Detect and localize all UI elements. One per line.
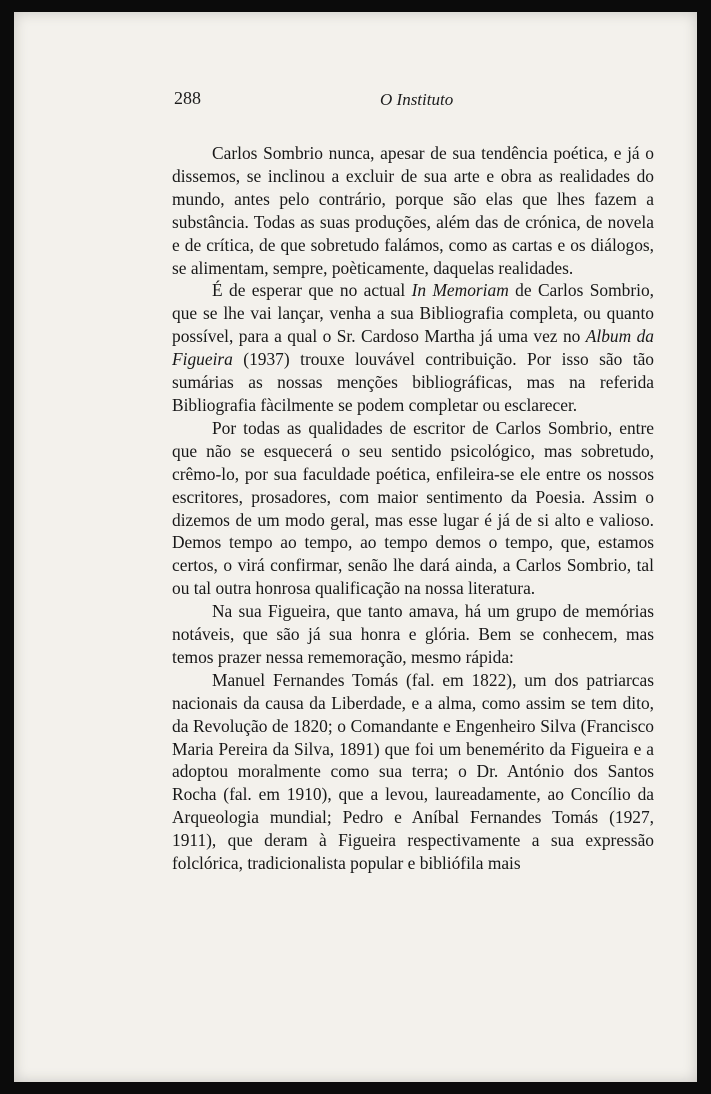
paragraph: Na sua Figueira, que tanto amava, há um grupo de memórias notáveis, que são já sua honra e glória. Bem se conhecem, mas temos prazer nessa rememoração, mesmo rápida: <box>172 601 654 667</box>
page-number: 288 <box>174 88 201 108</box>
paragraph: Por todas as qualidades de escritor de Carlos Sombrio, entre que não se esquecerá o seu sentido psicológico, mas sobretudo, crêmo-lo, por sua faculdade poética, enfileira-se ele entre os nossos escritores, prosadores, com maior sentimento da Poesia. Assim o dizemos de um modo geral, mas esse lugar é já de si alto e valioso. Demos tempo ao tempo, ao tempo demos o tempo, que, estamos certos, o virá confirmar, senão lhe dará ainda, a Carlos Sombrio, tal ou tal outra honrosa qualificação na nossa literatura. <box>172 417 654 599</box>
paragraph: Carlos Sombrio nunca, apesar de sua tendência poética, e já o dissemos, se inclinou a excluir de sua arte e obra as realidades do mundo, antes pelo contrário, porque são elas que lhes fazem a substância. Todas as suas produções, além das de crónica, de novela e de crítica, de que sobretudo falámos, como as cartas e os diálogos, se alimentam, sempre, poèticamente, daquelas realidades. <box>172 143 654 278</box>
paragraph: É de esperar que no actual In Memoriam de Carlos Sombrio, que se lhe vai lançar, venha a sua Bibliografia completa, ou quanto possível, para a qual o Sr. Cardoso Martha já uma vez no Album da Figueira (1937) trouxe louvável contribuição. Por isso são tão sumárias as nossas menções bibliográficas, mas na referida Bibliografia fàcilmente se podem completar ou esclarecer. <box>172 280 654 415</box>
running-title: O Instituto <box>380 90 454 109</box>
body-text <box>172 142 654 875</box>
work-title: Album da Figueira <box>172 326 654 370</box>
book-page <box>14 12 697 1082</box>
work-title: In Memoriam <box>411 280 509 301</box>
paragraph: Manuel Fernandes Tomás (fal. em 1822), um dos patriarcas nacionais da causa da Liberdade, e a alma, como assim se tem dito, da Revolução de 1820; o Comandante e Engenheiro Silva (Francisco Maria Pereira da Silva, 1891) que foi um benemérito da Figueira e a adoptou moralmente como sua terra; o Dr. António dos Santos Rocha (fal. em 1910), que a levou, laureadamente, ao Concílio da Arqueologia mundial; Pedro e Aníbal Fernandes Tomás (1927, 1911), que deram à Figueira respectivamente a sua expressão folclórica, tradicionalista popular e bibliófila mais <box>172 669 654 874</box>
page-header <box>174 88 654 112</box>
